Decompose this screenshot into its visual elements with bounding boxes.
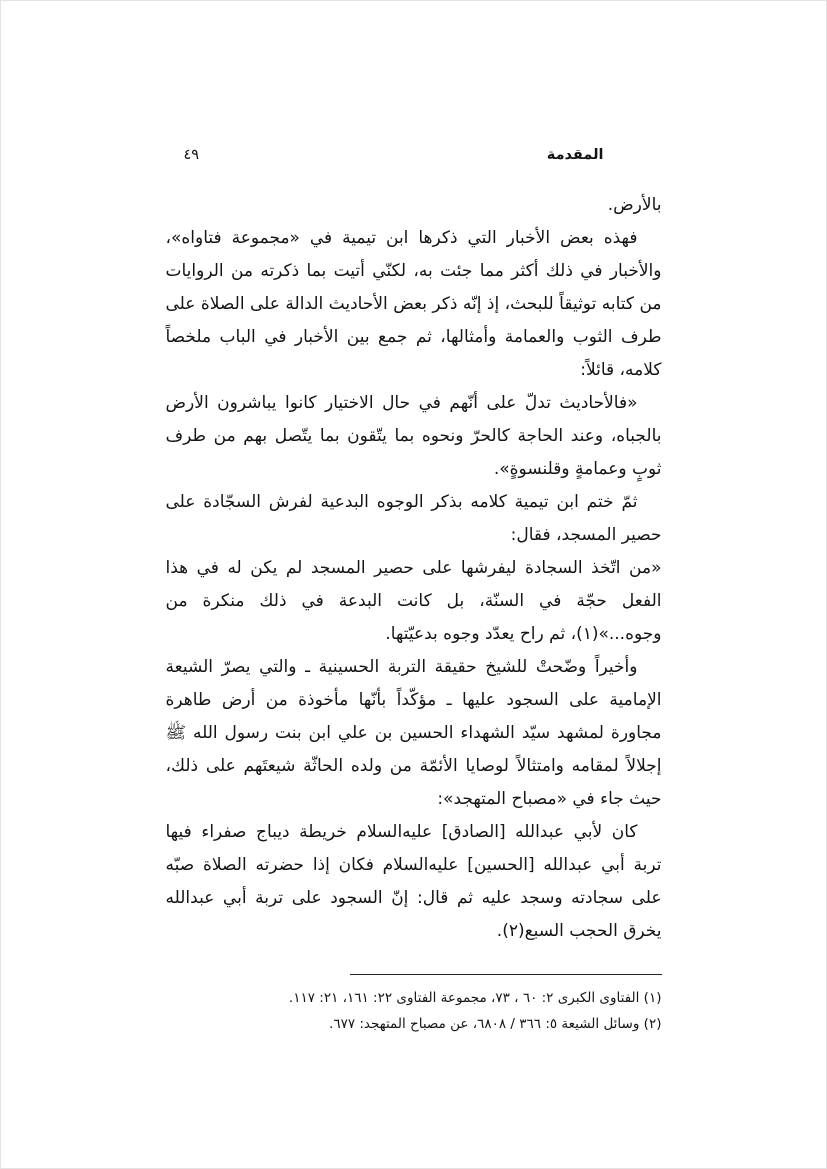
footnote-item: (١) الفتاوى الكبرى ٢: ٦٠ ، ٧٣، مجموعة الفتاوى ٢٢: ١٦١، ٢١: ١١٧. xyxy=(288,990,662,1006)
paragraph: فهذه بعض الأخبار التي ذكرها ابن تيمية في «مجموعة فتاواه»، والأخبار في ذلك أكثر مما جئت به، لكنّي أتيت بما ذكرته من الروايات من كتابه توثيقاً للبحث، إذ إنّه ذكر بعض الأحاديث الدالة على الصلاة على طرف الثوب والعمامة وأمثالها، ثم جمع بين الأخبار في الباب ملخصاً كلامه، قائلاً: xyxy=(165,228,662,380)
header-title: المقدمة xyxy=(546,147,604,163)
paragraph-quotation: «فالأحاديث تدلّ على أنّهم في حال الاختيار كانوا يباشرون الأرض بالجباه، وعند الحاجة كالحرّ ونحوه بما يتّقون بما يتّصل بهم من طرف ثوبٍ وعمامةٍ وقلنسوةٍ». xyxy=(165,393,662,479)
paragraph-block-quote: «من اتّخذ السجادة ليفرشها على حصير المسجد لم يكن له في هذا الفعل حجّة في السنّة، بل كانت البدعة في ذلك منكرة من وجوه...»(١)، ثم راح يعدّد وجوه بدعيّتها. xyxy=(165,558,662,644)
body-text xyxy=(166,189,662,948)
page-content xyxy=(166,1,662,1037)
footnote-separator xyxy=(350,974,662,975)
paragraph-hadith: كان لأبي عبدالله [الصادق] عليه‌السلام خريطة ديباج صفراء فيها تربة أبي عبدالله [الحسين] عليه‌السلام فكان إذا حضرته الصلاة صبّه على سجادته وسجد عليه ثم قال: إنّ السجود على تربة أبي عبدالله يخرق الحجب السبع(٢). xyxy=(165,822,662,941)
footnote-item: (٢) وسائل الشيعة ٥: ٣٦٦ / ٦٨٠٨، عن مصباح المتهجد: ٦٧٧. xyxy=(329,1016,662,1032)
paragraph: ثمّ ختم ابن تيمية كلامه بذكر الوجوه البدعية لفرش السجّادة على حصير المسجد، فقال: xyxy=(165,492,662,545)
paragraph: بالأرض. xyxy=(607,195,662,215)
page-header xyxy=(166,147,662,163)
footnotes xyxy=(166,985,662,1037)
page-number: ٤٩ xyxy=(183,147,200,163)
paragraph: وأخيراً وضّحتْ للشيخ حقيقة التربة الحسينية ـ والتي يصرّ الشيعة الإمامية على السجود عليها ـ مؤكّداً بأنّها مأخوذة من أرض طاهرة مجاورة لمشهد سيّد الشهداء الحسين بن علي ابن بنت رسول الله ﷺ إجلالاً لمقامه وامتثالاً لوصايا الأئمّة من ولده الحاثّة شيعتَهم على ذلك، حيث جاء في «مصباح المتهجد»: xyxy=(165,657,662,809)
